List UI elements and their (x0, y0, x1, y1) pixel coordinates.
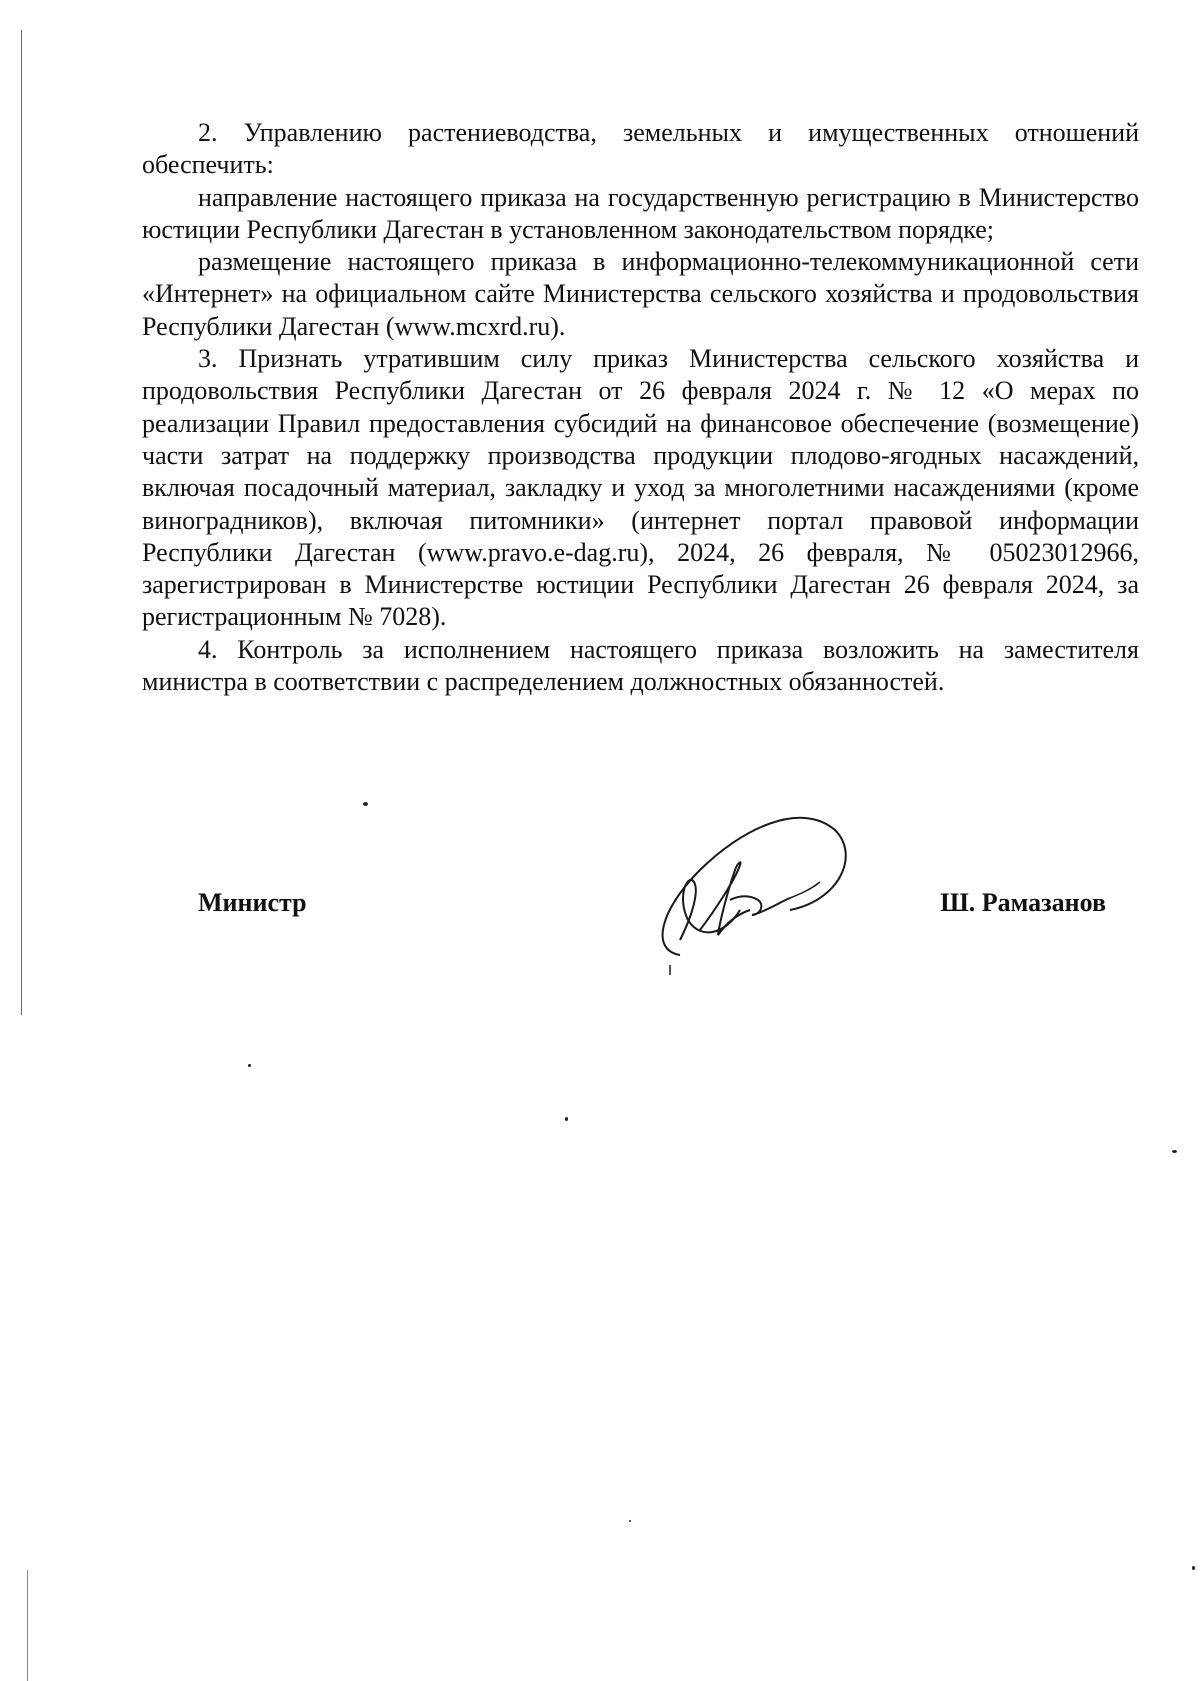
scan-edge-line (21, 30, 22, 1015)
signatory-name: Ш. Рамазанов (940, 888, 1106, 917)
document-body (142, 117, 1139, 698)
handwritten-signature-icon (640, 790, 900, 980)
scan-speck (565, 1117, 568, 1121)
signatory-title: Министр (198, 888, 307, 917)
paragraph-4: 4. Контроль за исполнением настоящего приказа возложить на заместителя министра в соответствии с распределением должностных обязанностей. (142, 634, 1139, 697)
scan-speck (363, 802, 368, 806)
scan-edge-line-bottom (27, 1570, 28, 1681)
scan-speck (629, 1520, 631, 1522)
paragraph-2-item-publication: размещение настоящего приказа в информационно-телекоммуникационной сети «Интернет» на официальном сайте Министерства сельского хозяйства и продовольствия Республики Дагестан (www.mcxrd.ru). (142, 247, 1139, 341)
paragraph-3: 3. Признать утратившим силу приказ Министерства сельского хозяйства и продовольствия Республики Дагестан от 26 февраля 2024 г. № 12 «О мерах по реализации Правил предоставления субсидий на финансовое обеспечение (возмещение) части затрат на поддержку производства продукции плодово-ягодных насаждений, включая посадочный материал, закладку и уход за многолетними насаждениями (кроме виноградников), включая питомники» (интернет портал правовой информации Республики Дагестан (www.pravo.e-dag.ru), 2024, 26 февраля, № 05023012966, зарегистрирован в Министерстве юстиции Республики Дагестан 26 февраля 2024, за регистрационным № 7028). (142, 344, 1139, 632)
paragraph-2-item-registration: направление настоящего приказа на государственную регистрацию в Министерство юстиции Республики Дагестан в установленном законодательством порядке; (142, 182, 1139, 244)
scan-speck (1172, 1150, 1177, 1153)
scan-speck (1192, 1566, 1195, 1570)
scan-speck (248, 1064, 251, 1067)
paragraph-2: 2. Управлению растениеводства, земельных и имущественных отношений обеспечить: (142, 118, 1139, 180)
